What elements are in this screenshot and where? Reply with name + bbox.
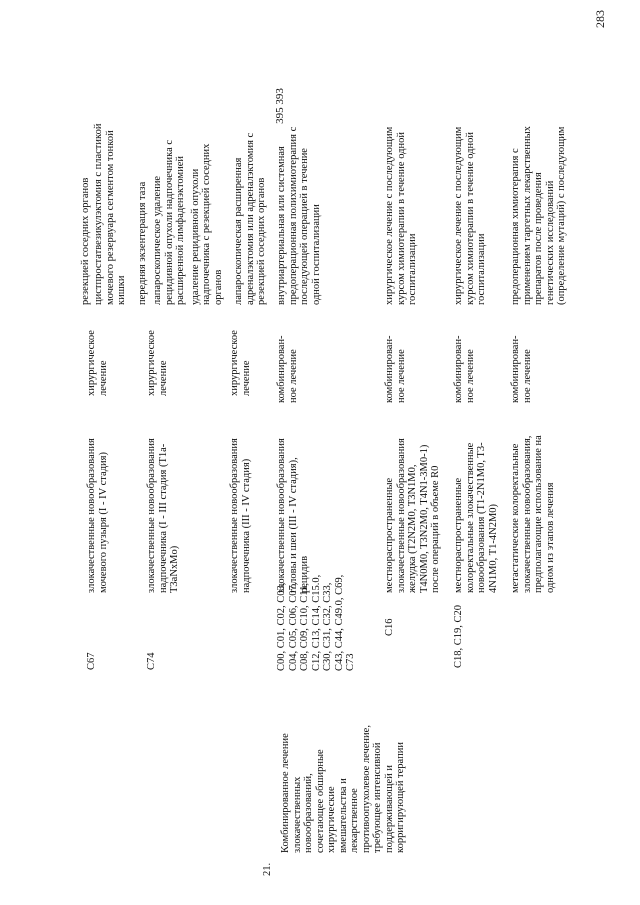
group-code: 395 393 [273,88,286,124]
method-cell-7: предоперационная химиотерапия с применением таргетных лекарственных препаратов после проведения генетических исследований (определение мутаций) с последующим [510,126,567,305]
codes-cell-4: C00, C01, C02, C03, C04, C05, C06, C07, C08, C09, C10, C11, C12, C13, C14, C15.0, C30, C31, C32, C33, C43, C44, C49.0, C69, C73 [276,574,356,671]
treatment-cell-6: комбинирован- ное лечение [453,335,476,403]
row-number: 21. [262,862,273,876]
codes-cell-2: C74 [146,652,157,670]
profile-name: Комбинированное лечение злокачественных новообразований, сочетающее обширные хирургические вмешательства и лекарственное противоопухолевое лечение, требующее интенсивной поддерживающей и корригирующей терапии [280,725,406,853]
diagnosis-cell-2: злокачественные новообразования надпочечника (I - III стадия (T1a- T3aNxMo) [146,438,180,593]
diagnosis-cell-6: местнораспространенные колоректальные злокачественные новообразования (T1-2N1M0, T3- 4N1M0, T1-4N2M0) [453,442,499,593]
codes-cell-5: C16 [384,618,395,636]
diagnosis-cell-4: злокачественные новообразования головы и шеи (III - IV стадия), рецидив [276,438,310,593]
treatment-cell-2: хирургическое лечение [146,330,169,396]
method-cell-3: лапароскопическая расширенная адреналэктомия или адреналэктомия с резекцией соседних органов [233,132,267,305]
treatment-cell-1: хирургическое лечение [86,330,109,396]
diagnosis-cell-7: метастатические колоректальные злокачественные новообразования, предполагающие использование на одном из этапов лечения [510,435,556,593]
method-cell-2: лапароскопическое удаление рецидивной опухоли надпочечника с расширенной лимфаденэктомией удаление рецидивной опухоли надпочечника с резекцией соседних органов [152,139,224,305]
method-cell-1: цистпростатвезикулэктомия с пластикой мочевого резервуара сегментом тонкой кишки передняя экзентерация таза [93,123,148,305]
treatment-cell-4: комбинирован- ное лечение [276,335,299,403]
method-cell-5: хирургическое лечение с последующим курсом химиотерапии в течение одной госпитализации [384,126,418,305]
method-cell-0: резекцией соседних органов [80,177,91,305]
diagnosis-cell-1: злокачественные новообразования мочевого пузыря (I - IV стадия) [86,438,109,593]
method-cell-4: внутриартериальная или системная предоперационная полихимиотерапия с последующей операцией в течение одной госпитализации [276,126,322,305]
treatment-cell-7: комбинирован- ное лечение [510,335,533,403]
codes-cell-6: C18, C19, C20 [453,604,464,668]
treatment-cell-5: комбинирован- ное лечение [384,335,407,403]
diagnosis-cell-3: злокачественные новообразования надпочечника (III - IV стадия) [229,438,252,593]
codes-cell-1: C67 [86,652,97,670]
method-cell-6: хирургическое лечение с последующим курсом химиотерапии в течение одной госпитализации [453,126,487,305]
page-number: 283 [593,10,607,28]
diagnosis-cell-5: местнораспространенные злокачественные новообразования желудка (T2N2M0, T3N1M0, T4N0M0, T3N2M0, T4N1-3M0-1) после операций в объеме R0 [384,438,441,593]
treatment-cell-3: хирургическое лечение [229,330,252,396]
